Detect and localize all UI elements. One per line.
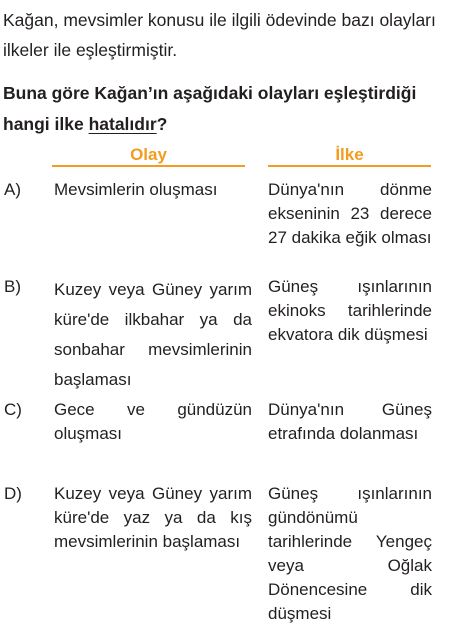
column-header-olay — [52, 145, 245, 165]
column-header-ilke-label: İlke — [335, 145, 364, 164]
question-intro: Kağan, mevsimler konusu ile ilgili ödevinde bazı olayları ilkeler ile eşleştirmiştir. — [3, 10, 436, 60]
question-text: Buna göre Kağan’ın aşağıdaki olayları eşleştirdiği hangi ilke — [3, 83, 417, 134]
column-header-ilke — [268, 145, 431, 165]
question-mark: ? — [156, 114, 168, 134]
question-highlight: hatalıdır — [88, 114, 157, 134]
option-a-olay: Mevsimlerin oluşması — [54, 180, 218, 199]
option-c-ilke: Dünya'nın Güneş etrafında dolanması — [268, 400, 432, 443]
option-a-ilke: Dünya'nın dönme ekseninin 23 derece 27 dakika eğik olması — [268, 180, 432, 247]
option-d-olay: Kuzey veya Güney yarım küre'de yaz ya da kış mevsimlerinin başlaması — [54, 484, 252, 551]
column-header-olay-label: Olay — [130, 145, 167, 164]
option-c-letter[interactable]: C) — [4, 400, 22, 419]
option-b-ilke: Güneş ışınlarının ekinoks tarihlerinde ekvatora dik düşmesi — [268, 277, 432, 344]
option-c-olay: Gece ve gündüzün oluşması — [54, 400, 252, 443]
option-a-letter[interactable]: A) — [4, 180, 21, 199]
option-d-letter[interactable]: D) — [4, 484, 22, 503]
column-header-ilke-underline — [268, 165, 431, 167]
option-d-ilke: Güneş ışınlarının gündönümü tarihlerinde Yengeç veya Oğlak Dönencesine dik düşmesi — [268, 484, 432, 623]
option-b-letter[interactable]: B) — [4, 277, 21, 296]
question-prompt — [3, 78, 459, 140]
column-header-olay-underline — [52, 165, 245, 167]
option-b-olay: Kuzey veya Güney yarım küre'de ilkbahar ya da sonbahar mevsimlerinin başlaması — [54, 280, 252, 389]
